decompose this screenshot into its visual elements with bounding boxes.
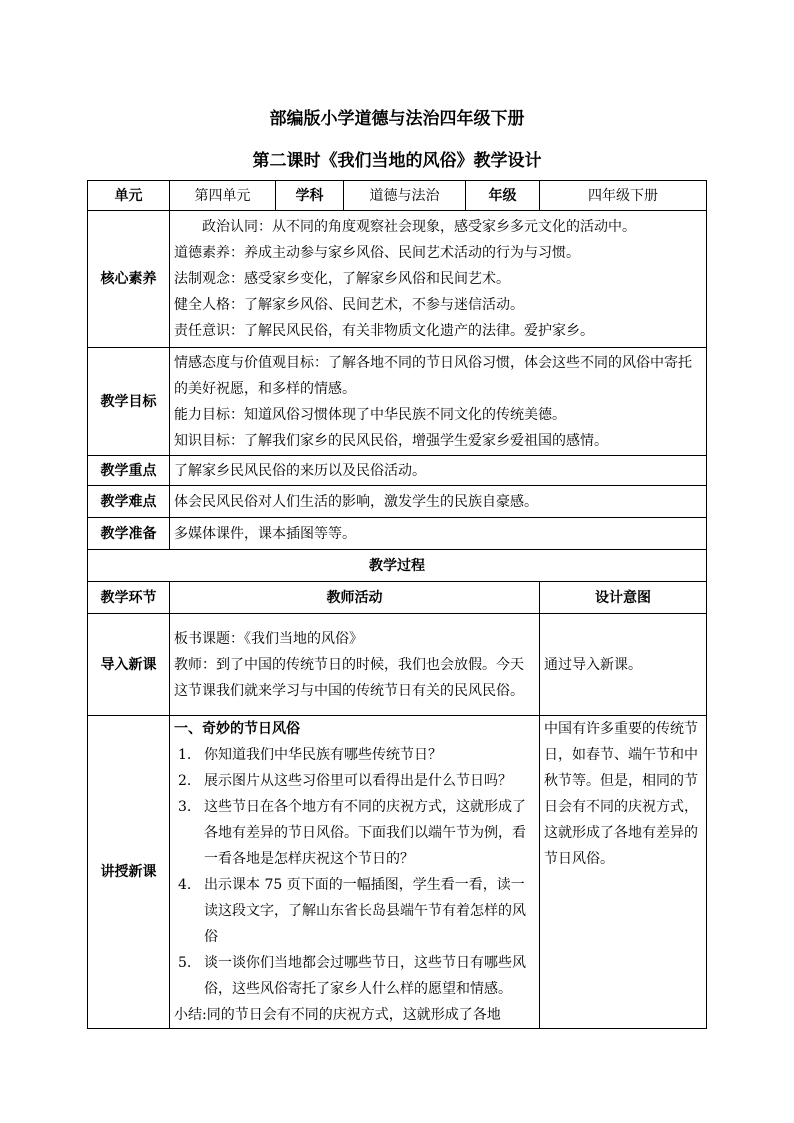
step-number: 5. xyxy=(178,955,192,971)
subject-label: 学科 xyxy=(276,181,344,211)
difficulty-label: 教学难点 xyxy=(88,486,170,518)
step-text: 你知道我们中华民族有哪些传统节日？ xyxy=(204,747,442,763)
step-text: 谈一谈你们当地都会过哪些节日，这些节日有哪些风俗，这些风俗寄托了家乡人什么样的愿望和情感。 xyxy=(204,955,526,997)
list-item xyxy=(174,794,535,872)
list-item xyxy=(174,950,535,1002)
core-literacy-content xyxy=(170,211,707,348)
unit-value: 第四单元 xyxy=(170,181,276,211)
preparation-text: 多媒体课件，课本插图等等。 xyxy=(170,518,707,550)
goal-line: 能力目标：知道风俗习惯体现了中华民族不同文化的传统美德。 xyxy=(174,406,566,423)
grade-value: 四年级下册 xyxy=(540,181,707,211)
difficulty-row xyxy=(88,486,707,518)
list-item xyxy=(174,872,535,950)
step-text: 出示课本 75 页下面的一幅插图，学生看一看，读一读这段文字，了解山东省长岛县端午节有着怎样的风俗 xyxy=(204,877,526,945)
step-number: 4. xyxy=(178,877,192,893)
stage-column-header: 教学环节 xyxy=(88,582,170,614)
subject-value: 道德与法治 xyxy=(344,181,466,211)
core-literacy-label: 核心素养 xyxy=(88,211,170,348)
intro-line: 教师：到了中国的传统节日的时候，我们也会放假。今天这节课我们就来学习与中国的传统节日有关的民风民俗。 xyxy=(174,656,524,699)
key-point-label: 教学重点 xyxy=(88,456,170,486)
core-line: 责任意识：了解民风民俗，有关非物质文化遗产的法律。爱护家乡。 xyxy=(174,323,594,339)
section-heading: 一、奇妙的节日风俗 xyxy=(174,721,300,737)
goals-content xyxy=(170,348,707,456)
key-point-text: 了解家乡民风民俗的来历以及民俗活动。 xyxy=(170,456,707,486)
key-point-row xyxy=(88,456,707,486)
design-intent-column-header: 设计意图 xyxy=(540,582,707,614)
intro-stage-label: 导入新课 xyxy=(88,614,170,716)
step-number: 2. xyxy=(178,773,192,789)
intro-row xyxy=(88,614,707,716)
lesson-plan-table xyxy=(87,180,707,1029)
step-text: 这些节日在各个地方有不同的庆祝方式，这就形成了各地有差异的节日风俗。下面我们以端午节为例，看一看各地是怎样庆祝这个节日的？ xyxy=(204,799,526,867)
core-line: 法制观念：感受家乡变化，了解家乡风俗和民间艺术。 xyxy=(174,271,510,287)
list-item xyxy=(174,768,535,794)
teacher-activity-column-header: 教师活动 xyxy=(170,582,540,614)
teach-teacher-activity xyxy=(170,716,540,1029)
teach-row xyxy=(88,716,707,1029)
process-header-row xyxy=(88,582,707,614)
list-item xyxy=(174,742,535,768)
info-row xyxy=(88,181,707,211)
document-title: 部编版小学道德与法治四年级下册 xyxy=(269,109,525,129)
summary-text: 小结:同的节日会有不同的庆祝方式，这就形成了各地 xyxy=(174,1007,501,1023)
intro-line: 板书课题：《我们当地的风俗》 xyxy=(174,630,363,647)
intro-design-intent: 通过导入新课。 xyxy=(540,614,707,716)
unit-label: 单元 xyxy=(88,181,170,211)
process-title: 教学过程 xyxy=(88,550,707,582)
core-literacy-row xyxy=(88,211,707,348)
preparation-label: 教学准备 xyxy=(88,518,170,550)
grade-label: 年级 xyxy=(466,181,540,211)
preparation-row xyxy=(88,518,707,550)
goals-label: 教学目标 xyxy=(88,348,170,456)
teach-stage-label: 讲授新课 xyxy=(88,716,170,1029)
step-text: 展示图片从这些习俗里可以看得出是什么节日吗？ xyxy=(204,773,512,789)
intro-teacher-activity xyxy=(170,614,540,716)
goal-line: 情感态度与价值观目标：了解各地不同的节日风俗习惯，体会这些不同的风俗中寄托的美好祝愿，和多样的情感。 xyxy=(174,354,692,397)
teach-design-intent: 中国有许多重要的传统节日，如春节、端午节和中秋节等。但是，相同的节日会有不同的庆祝方式，这就形成了各地有差异的节日风俗。 xyxy=(540,716,707,1029)
goal-line: 知识目标：了解我们家乡的民风民俗，增强学生爱家乡爱祖国的感情。 xyxy=(174,432,608,449)
core-line: 健全人格：了解家乡风俗、民间艺术，不参与迷信活动。 xyxy=(174,297,524,313)
steps-list xyxy=(174,742,535,1002)
process-title-row xyxy=(88,550,707,582)
lesson-title: 第二课时《我们当地的风俗》教学设计 xyxy=(252,151,542,171)
step-number: 3. xyxy=(178,799,192,815)
step-number: 1. xyxy=(178,747,192,763)
core-line: 道德素养：养成主动参与家乡风俗、民间艺术活动的行为与习惯。 xyxy=(174,245,580,261)
difficulty-text: 体会民风民俗对人们生活的影响，激发学生的民族自豪感。 xyxy=(170,486,707,518)
goals-row xyxy=(88,348,707,456)
core-line: 政治认同：从不同的角度观察社会现象，感受家乡多元文化的活动中。 xyxy=(202,219,636,235)
